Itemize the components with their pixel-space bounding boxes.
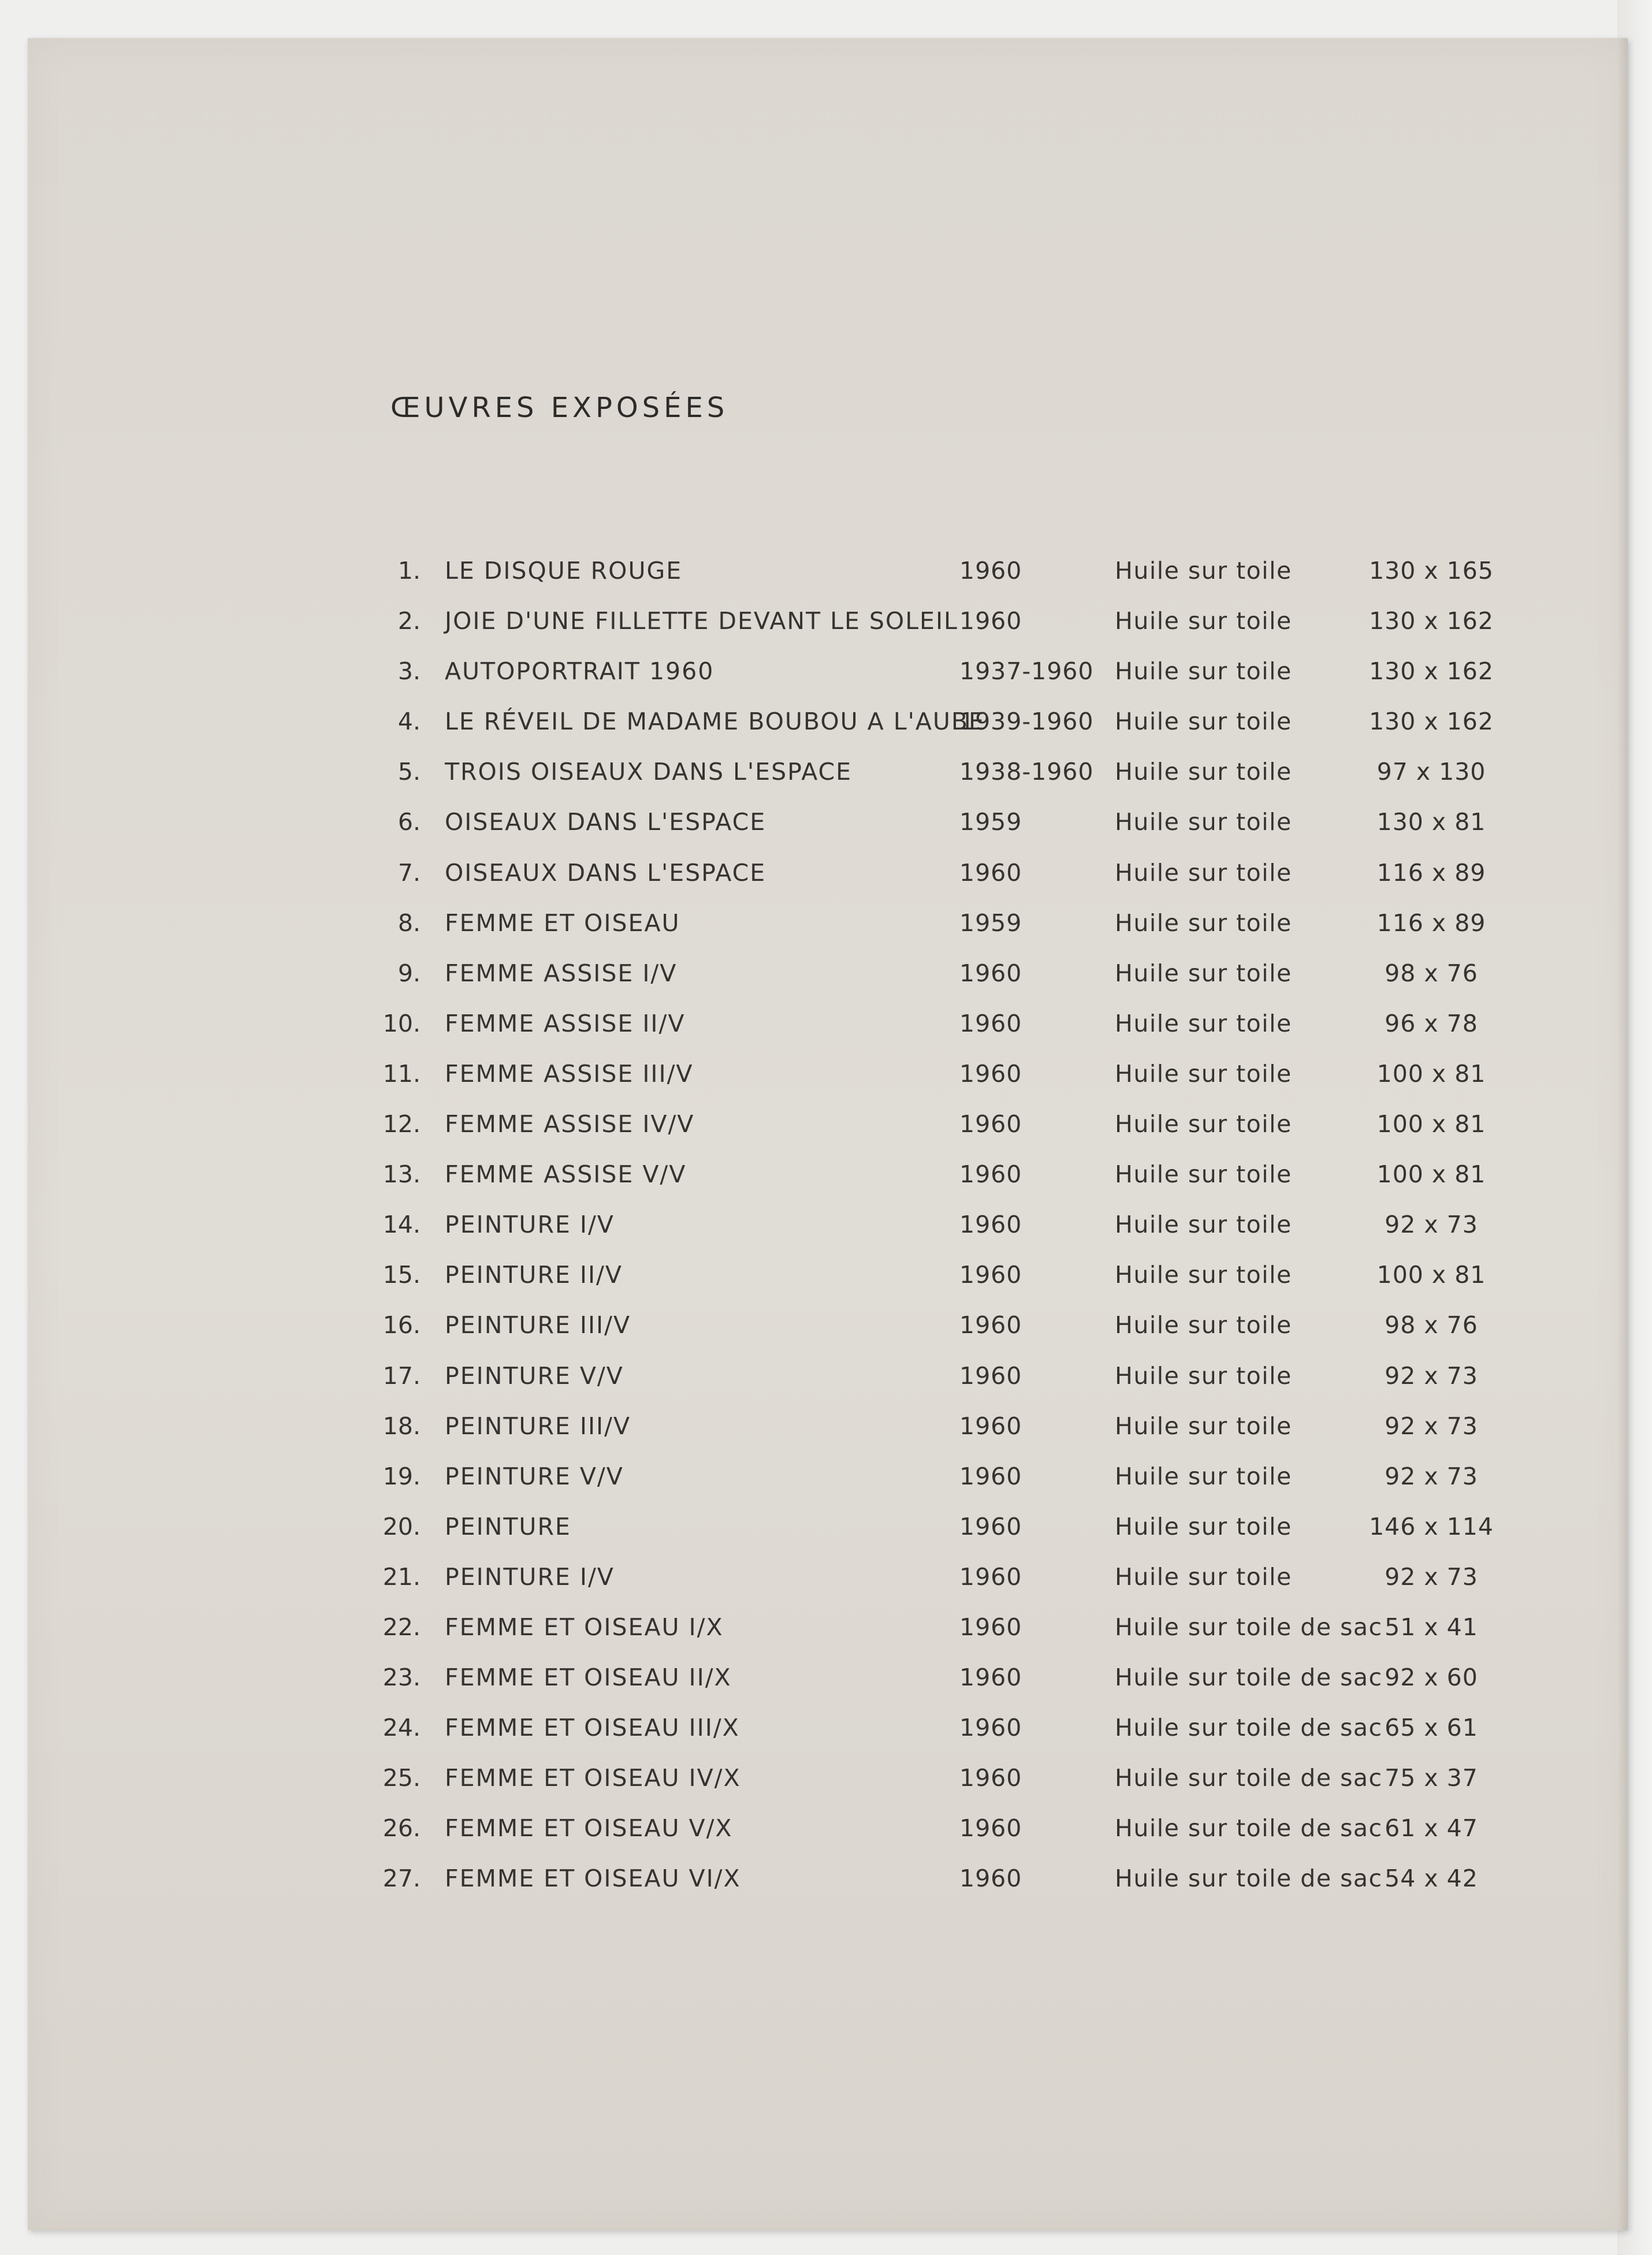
work-medium: Huile sur toile bbox=[1115, 708, 1292, 736]
work-year: 1960 bbox=[959, 1412, 1022, 1440]
work-medium: Huile sur toile de sac bbox=[1115, 1664, 1383, 1692]
work-medium: Huile sur toile bbox=[1115, 808, 1292, 836]
work-dimensions: 75 x 37 bbox=[1385, 1764, 1478, 1792]
paper-sheet bbox=[28, 38, 1628, 2230]
work-row bbox=[28, 760, 1628, 810]
work-dimensions: 98 x 76 bbox=[1385, 1311, 1478, 1339]
work-medium: Huile sur toile bbox=[1115, 607, 1292, 635]
work-number: 27. bbox=[382, 1865, 421, 1893]
work-number: 14. bbox=[382, 1211, 421, 1239]
work-title: FEMME ASSISE II/V bbox=[445, 1009, 686, 1037]
work-year: 1960 bbox=[959, 607, 1022, 635]
work-dimensions: 54 x 42 bbox=[1385, 1865, 1478, 1893]
work-year: 1960 bbox=[959, 1512, 1022, 1540]
work-number: 10. bbox=[382, 1009, 421, 1037]
work-number: 8. bbox=[397, 909, 421, 937]
work-year: 1960 bbox=[959, 1009, 1022, 1037]
work-medium: Huile sur toile bbox=[1115, 1361, 1292, 1390]
work-title: TROIS OISEAUX DANS L'ESPACE bbox=[445, 758, 853, 786]
work-row bbox=[28, 1613, 1628, 1666]
work-row bbox=[28, 710, 1628, 760]
work-year: 1960 bbox=[959, 1613, 1022, 1641]
work-title: FEMME ASSISE III/V bbox=[445, 1059, 694, 1088]
work-number: 22. bbox=[382, 1613, 421, 1641]
work-dimensions: 97 x 130 bbox=[1376, 758, 1486, 786]
work-number: 9. bbox=[397, 959, 421, 987]
work-year: 1960 bbox=[959, 1462, 1022, 1490]
work-row bbox=[28, 1766, 1628, 1817]
work-row bbox=[28, 911, 1628, 962]
work-number: 24. bbox=[382, 1714, 421, 1742]
work-title: FEMME ASSISE I/V bbox=[445, 959, 678, 987]
work-title: FEMME ET OISEAU V/X bbox=[445, 1814, 733, 1843]
work-dimensions: 92 x 73 bbox=[1385, 1412, 1478, 1440]
work-year: 1960 bbox=[959, 1664, 1022, 1692]
work-dimensions: 61 x 47 bbox=[1385, 1814, 1478, 1843]
work-number: 19. bbox=[382, 1462, 421, 1490]
work-dimensions: 100 x 81 bbox=[1376, 1261, 1486, 1289]
work-title: LE RÉVEIL DE MADAME BOUBOU A L'AUBE bbox=[445, 708, 985, 736]
work-year: 1960 bbox=[959, 858, 1022, 887]
work-dimensions: 51 x 41 bbox=[1385, 1613, 1478, 1641]
work-year: 1960 bbox=[959, 1311, 1022, 1339]
work-year: 1959 bbox=[959, 808, 1022, 836]
work-dimensions: 96 x 78 bbox=[1385, 1009, 1478, 1037]
work-title: OISEAUX DANS L'ESPACE bbox=[445, 808, 767, 836]
work-medium: Huile sur toile de sac bbox=[1115, 1764, 1383, 1792]
work-year: 1960 bbox=[959, 1361, 1022, 1390]
work-row bbox=[28, 1716, 1628, 1766]
work-year: 1960 bbox=[959, 1160, 1022, 1189]
work-dimensions: 100 x 81 bbox=[1376, 1110, 1486, 1138]
work-row bbox=[28, 810, 1628, 861]
work-title: PEINTURE I/V bbox=[445, 1562, 615, 1591]
work-dimensions: 92 x 73 bbox=[1385, 1361, 1478, 1390]
work-medium: Huile sur toile bbox=[1115, 557, 1292, 585]
work-medium: Huile sur toile bbox=[1115, 1412, 1292, 1440]
work-title: FEMME ASSISE V/V bbox=[445, 1160, 687, 1189]
work-dimensions: 130 x 162 bbox=[1369, 708, 1494, 736]
work-row bbox=[28, 1814, 1628, 1867]
work-medium: Huile sur toile bbox=[1115, 1211, 1292, 1239]
work-dimensions: 100 x 81 bbox=[1376, 1059, 1486, 1088]
work-dimensions: 98 x 76 bbox=[1385, 959, 1478, 987]
work-row bbox=[28, 609, 1628, 660]
work-row bbox=[28, 1361, 1628, 1415]
work-year: 1938-1960 bbox=[959, 758, 1094, 786]
works-list bbox=[28, 559, 1628, 1918]
work-year: 1960 bbox=[959, 1814, 1022, 1843]
work-year: 1960 bbox=[959, 1059, 1022, 1088]
work-dimensions: 130 x 165 bbox=[1369, 557, 1494, 585]
work-medium: Huile sur toile bbox=[1115, 1059, 1292, 1088]
work-row bbox=[28, 1112, 1628, 1163]
work-title: FEMME ASSISE IV/V bbox=[445, 1110, 695, 1138]
work-medium: Huile sur toile bbox=[1115, 959, 1292, 987]
work-number: 23. bbox=[382, 1664, 421, 1692]
work-number: 25. bbox=[382, 1764, 421, 1792]
work-title: FEMME ET OISEAU IV/X bbox=[445, 1764, 741, 1792]
work-medium: Huile sur toile de sac bbox=[1115, 1613, 1383, 1641]
work-number: 20. bbox=[382, 1512, 421, 1540]
work-title: PEINTURE III/V bbox=[445, 1412, 631, 1440]
work-row bbox=[28, 858, 1628, 911]
work-medium: Huile sur toile bbox=[1115, 1110, 1292, 1138]
work-dimensions: 130 x 162 bbox=[1369, 607, 1494, 635]
work-row bbox=[28, 1059, 1628, 1112]
work-row bbox=[28, 1562, 1628, 1616]
work-number: 6. bbox=[397, 808, 421, 836]
work-title: PEINTURE bbox=[445, 1512, 571, 1540]
work-dimensions: 92 x 73 bbox=[1385, 1462, 1478, 1490]
work-dimensions: 130 x 162 bbox=[1369, 657, 1494, 686]
work-title: FEMME ET OISEAU III/X bbox=[445, 1714, 740, 1742]
work-dimensions: 116 x 89 bbox=[1376, 909, 1486, 937]
work-number: 17. bbox=[382, 1361, 421, 1390]
work-row bbox=[28, 657, 1628, 710]
work-medium: Huile sur toile bbox=[1115, 858, 1292, 887]
work-year: 1959 bbox=[959, 909, 1022, 937]
work-row bbox=[28, 1009, 1628, 1062]
work-title: PEINTURE V/V bbox=[445, 1462, 624, 1490]
work-title: FEMME ET OISEAU I/X bbox=[445, 1613, 724, 1641]
work-number: 13. bbox=[382, 1160, 421, 1189]
work-row bbox=[28, 1412, 1628, 1465]
work-row bbox=[28, 1462, 1628, 1515]
work-year: 1960 bbox=[959, 1562, 1022, 1591]
work-medium: Huile sur toile bbox=[1115, 1562, 1292, 1591]
work-year: 1960 bbox=[959, 1261, 1022, 1289]
work-year: 1960 bbox=[959, 1764, 1022, 1792]
work-row bbox=[28, 559, 1628, 609]
work-medium: Huile sur toile bbox=[1115, 1261, 1292, 1289]
work-title: PEINTURE I/V bbox=[445, 1211, 615, 1239]
work-year: 1960 bbox=[959, 1211, 1022, 1239]
work-medium: Huile sur toile bbox=[1115, 1311, 1292, 1339]
work-number: 1. bbox=[397, 557, 421, 585]
work-year: 1960 bbox=[959, 1110, 1022, 1138]
work-number: 21. bbox=[382, 1562, 421, 1591]
work-row bbox=[28, 959, 1628, 1012]
work-number: 2. bbox=[397, 607, 421, 635]
work-year: 1937-1960 bbox=[959, 657, 1094, 686]
work-number: 4. bbox=[397, 708, 421, 736]
work-number: 16. bbox=[382, 1311, 421, 1339]
work-title: AUTOPORTRAIT 1960 bbox=[445, 657, 715, 686]
work-dimensions: 146 x 114 bbox=[1369, 1512, 1494, 1540]
work-dimensions: 92 x 73 bbox=[1385, 1562, 1478, 1591]
work-dimensions: 92 x 73 bbox=[1385, 1211, 1478, 1239]
work-title: PEINTURE II/V bbox=[445, 1261, 623, 1289]
work-number: 15. bbox=[382, 1261, 421, 1289]
work-row bbox=[28, 1213, 1628, 1263]
work-title: FEMME ET OISEAU bbox=[445, 909, 680, 937]
work-title: PEINTURE III/V bbox=[445, 1311, 631, 1339]
work-title: LE DISQUE ROUGE bbox=[445, 557, 683, 585]
work-medium: Huile sur toile bbox=[1115, 1462, 1292, 1490]
work-medium: Huile sur toile bbox=[1115, 1009, 1292, 1037]
work-row bbox=[28, 1666, 1628, 1716]
work-row bbox=[28, 1313, 1628, 1364]
work-medium: Huile sur toile bbox=[1115, 1512, 1292, 1540]
work-medium: Huile sur toile bbox=[1115, 657, 1292, 686]
work-number: 5. bbox=[397, 758, 421, 786]
work-number: 26. bbox=[382, 1814, 421, 1843]
work-title: PEINTURE V/V bbox=[445, 1361, 624, 1390]
work-dimensions: 100 x 81 bbox=[1376, 1160, 1486, 1189]
work-medium: Huile sur toile bbox=[1115, 758, 1292, 786]
page-title: ŒUVRES EXPOSÉES bbox=[390, 392, 729, 424]
work-row bbox=[28, 1867, 1628, 1917]
work-year: 1960 bbox=[959, 959, 1022, 987]
work-year: 1960 bbox=[959, 1714, 1022, 1742]
work-number: 18. bbox=[382, 1412, 421, 1440]
work-row bbox=[28, 1160, 1628, 1213]
work-title: FEMME ET OISEAU II/X bbox=[445, 1664, 732, 1692]
work-title: JOIE D'UNE FILLETTE DEVANT LE SOLEIL bbox=[445, 607, 958, 635]
work-dimensions: 116 x 89 bbox=[1376, 858, 1486, 887]
work-number: 12. bbox=[382, 1110, 421, 1138]
work-medium: Huile sur toile de sac bbox=[1115, 1814, 1383, 1843]
work-number: 3. bbox=[397, 657, 421, 686]
work-dimensions: 92 x 60 bbox=[1385, 1664, 1478, 1692]
work-medium: Huile sur toile de sac bbox=[1115, 1714, 1383, 1742]
work-row bbox=[28, 1512, 1628, 1565]
work-number: 11. bbox=[382, 1059, 421, 1088]
work-year: 1960 bbox=[959, 1865, 1022, 1893]
work-number: 7. bbox=[397, 858, 421, 887]
work-year: 1939-1960 bbox=[959, 708, 1094, 736]
work-medium: Huile sur toile bbox=[1115, 909, 1292, 937]
work-row bbox=[28, 1263, 1628, 1313]
work-medium: Huile sur toile bbox=[1115, 1160, 1292, 1189]
work-title: OISEAUX DANS L'ESPACE bbox=[445, 858, 767, 887]
work-dimensions: 65 x 61 bbox=[1385, 1714, 1478, 1742]
work-year: 1960 bbox=[959, 557, 1022, 585]
work-medium: Huile sur toile de sac bbox=[1115, 1865, 1383, 1893]
work-dimensions: 130 x 81 bbox=[1376, 808, 1486, 836]
work-title: FEMME ET OISEAU VI/X bbox=[445, 1865, 741, 1893]
